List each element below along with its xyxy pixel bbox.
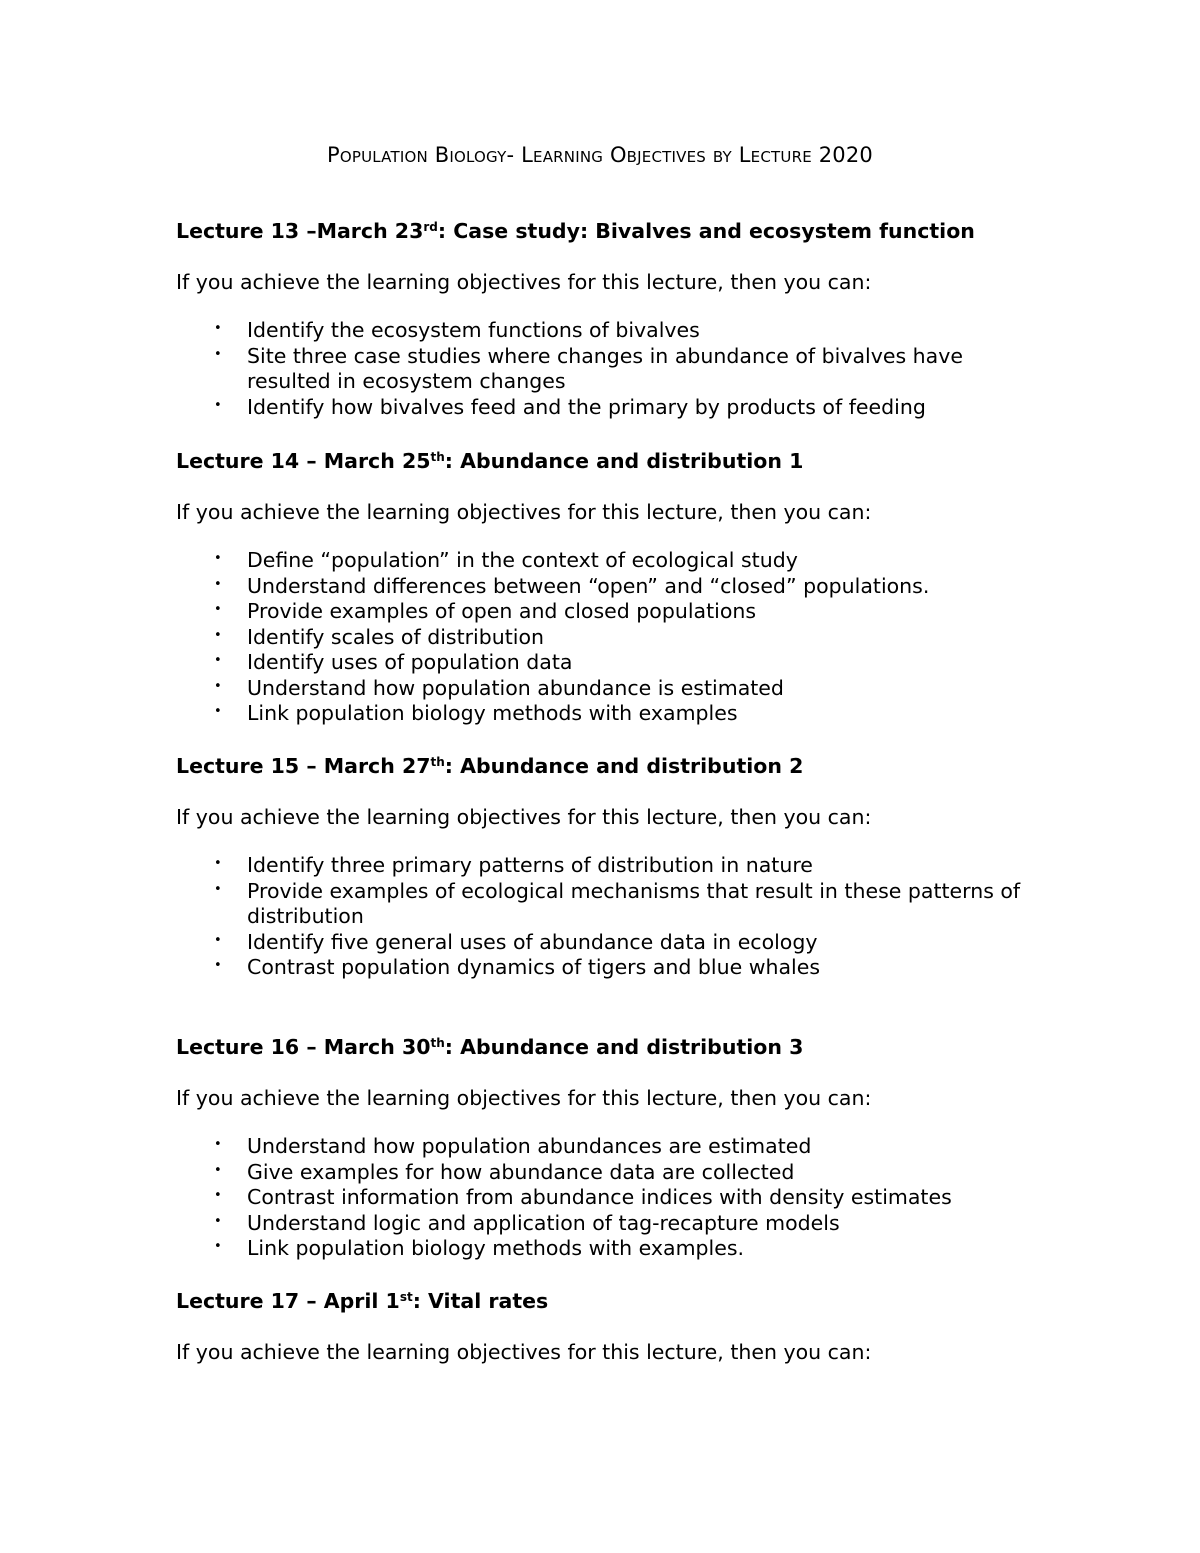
objective-text: Define “population” in the context of ecological study bbox=[247, 548, 798, 572]
bullet-icon: • bbox=[214, 1239, 222, 1254]
objective-text: Give examples for how abundance data are collected bbox=[247, 1159, 795, 1184]
objective-item bbox=[176, 625, 1027, 651]
objective-text: Provide examples of open and closed populations bbox=[247, 599, 757, 623]
objective-text: Identify uses of population data bbox=[247, 650, 573, 674]
objective-item bbox=[176, 701, 1027, 727]
objective-text: Understand how population abundances are estimated bbox=[247, 1134, 812, 1158]
lecture-heading-topic: : Vital rates bbox=[412, 1289, 549, 1313]
lecture-heading bbox=[176, 1033, 1056, 1061]
lecture-15-section bbox=[176, 752, 1056, 981]
lecture-heading-prefix: Lecture 13 –March 23 bbox=[176, 219, 424, 243]
bullet-icon: • bbox=[214, 932, 222, 948]
objectives-intro: If you achieve the learning objectives for this lecture, then you can: bbox=[176, 805, 872, 829]
bullet-icon: • bbox=[214, 321, 222, 336]
objectives-list bbox=[176, 548, 1056, 727]
bullet-icon: • bbox=[214, 958, 222, 973]
lecture-heading bbox=[176, 447, 1056, 475]
objective-item bbox=[176, 853, 1027, 879]
objective-item bbox=[176, 318, 1027, 344]
objectives-intro: If you achieve the learning objectives for this lecture, then you can: bbox=[176, 1340, 872, 1364]
lecture-heading bbox=[176, 1287, 1056, 1315]
bullet-icon: • bbox=[214, 346, 222, 362]
objective-item bbox=[176, 1160, 1027, 1186]
bullet-icon: • bbox=[214, 576, 222, 592]
objectives-intro: If you achieve the learning objectives for this lecture, then you can: bbox=[176, 270, 872, 294]
objective-text: Identify the ecosystem functions of bivalves bbox=[247, 318, 700, 342]
bullet-icon: • bbox=[214, 551, 222, 566]
objectives-intro: If you achieve the learning objectives for this lecture, then you can: bbox=[176, 500, 872, 524]
objective-item bbox=[176, 1134, 1027, 1160]
bullet-icon: • bbox=[214, 602, 222, 617]
objective-item bbox=[176, 395, 1027, 421]
lecture-heading-prefix: Lecture 15 – March 27 bbox=[176, 754, 431, 778]
objective-item bbox=[176, 599, 1027, 625]
objective-item bbox=[176, 930, 1027, 956]
objective-text: Link population biology methods with examples bbox=[247, 701, 738, 725]
lecture-heading bbox=[176, 752, 1056, 780]
objective-text: Contrast information from abundance indices with density estimates bbox=[247, 1185, 952, 1209]
document-title: Population Biology- Learning Objectives by Lecture 2020 bbox=[326, 143, 873, 167]
objectives-list bbox=[176, 853, 1056, 981]
bullet-icon: • bbox=[214, 627, 222, 643]
objective-item bbox=[176, 1236, 1027, 1262]
objective-text: Understand how population abundance is estimated bbox=[247, 675, 784, 700]
lecture-heading-prefix: Lecture 14 – March 25 bbox=[176, 449, 431, 473]
bullet-icon: • bbox=[214, 1188, 222, 1203]
ordinal-suffix: rd bbox=[423, 220, 438, 234]
lecture-heading bbox=[176, 217, 1056, 245]
bullet-icon: • bbox=[214, 397, 222, 413]
bullet-icon: • bbox=[214, 881, 222, 897]
lecture-heading-prefix: Lecture 16 – March 30 bbox=[176, 1035, 431, 1059]
objectives-list bbox=[176, 1134, 1056, 1262]
ordinal-suffix: th bbox=[430, 450, 445, 464]
lecture-14-section bbox=[176, 447, 1056, 727]
objective-item bbox=[176, 676, 1027, 702]
objectives-list bbox=[176, 318, 1056, 420]
lecture-heading-topic: : Abundance and distribution 2 bbox=[444, 754, 804, 778]
ordinal-suffix: st bbox=[399, 1290, 413, 1304]
ordinal-suffix: th bbox=[430, 1036, 445, 1050]
objective-item bbox=[176, 344, 1027, 395]
lecture-heading-topic: : Abundance and distribution 1 bbox=[444, 449, 804, 473]
objective-text: Site three case studies where changes in abundance of bivalves have resulted in ecosystem changes bbox=[247, 343, 963, 393]
objective-item bbox=[176, 650, 1027, 676]
objective-text: Provide examples of ecological mechanisms that result in these patterns of distribution bbox=[247, 878, 1021, 928]
lecture-17-section bbox=[176, 1287, 1056, 1366]
objective-text: Identify scales of distribution bbox=[247, 624, 545, 649]
lecture-16-section bbox=[176, 1033, 1056, 1262]
lecture-heading-topic: : Case study: Bivalves and ecosystem function bbox=[437, 219, 975, 243]
objective-text: Identify how bivalves feed and the primary by products of feeding bbox=[247, 394, 926, 419]
bullet-icon: • bbox=[214, 704, 222, 719]
lecture-heading-topic: : Abundance and distribution 3 bbox=[444, 1035, 804, 1059]
objective-text: Link population biology methods with examples. bbox=[247, 1236, 745, 1260]
objective-text: Understand differences between “open” and “closed” populations. bbox=[247, 573, 930, 598]
objectives-intro: If you achieve the learning objectives for this lecture, then you can: bbox=[176, 1086, 872, 1110]
objective-text: Understand logic and application of tag-recapture models bbox=[247, 1210, 840, 1235]
objective-item bbox=[176, 548, 1027, 574]
objective-text: Identify three primary patterns of distribution in nature bbox=[247, 853, 813, 877]
bullet-icon: • bbox=[214, 653, 222, 668]
bullet-icon: • bbox=[214, 1137, 222, 1152]
objective-text: Identify five general uses of abundance data in ecology bbox=[247, 929, 818, 954]
lecture-13-section bbox=[176, 217, 1056, 420]
bullet-icon: • bbox=[214, 856, 222, 871]
objective-item bbox=[176, 574, 1027, 600]
objective-item bbox=[176, 955, 1027, 981]
bullet-icon: • bbox=[214, 678, 222, 694]
objective-item bbox=[176, 879, 1027, 930]
ordinal-suffix: th bbox=[430, 755, 445, 769]
bullet-icon: • bbox=[214, 1162, 222, 1178]
objective-text: Contrast population dynamics of tigers and blue whales bbox=[247, 955, 821, 979]
lecture-heading-prefix: Lecture 17 – April 1 bbox=[176, 1289, 400, 1313]
objective-item bbox=[176, 1185, 1027, 1211]
objective-item bbox=[176, 1211, 1027, 1237]
bullet-icon: • bbox=[214, 1213, 222, 1229]
